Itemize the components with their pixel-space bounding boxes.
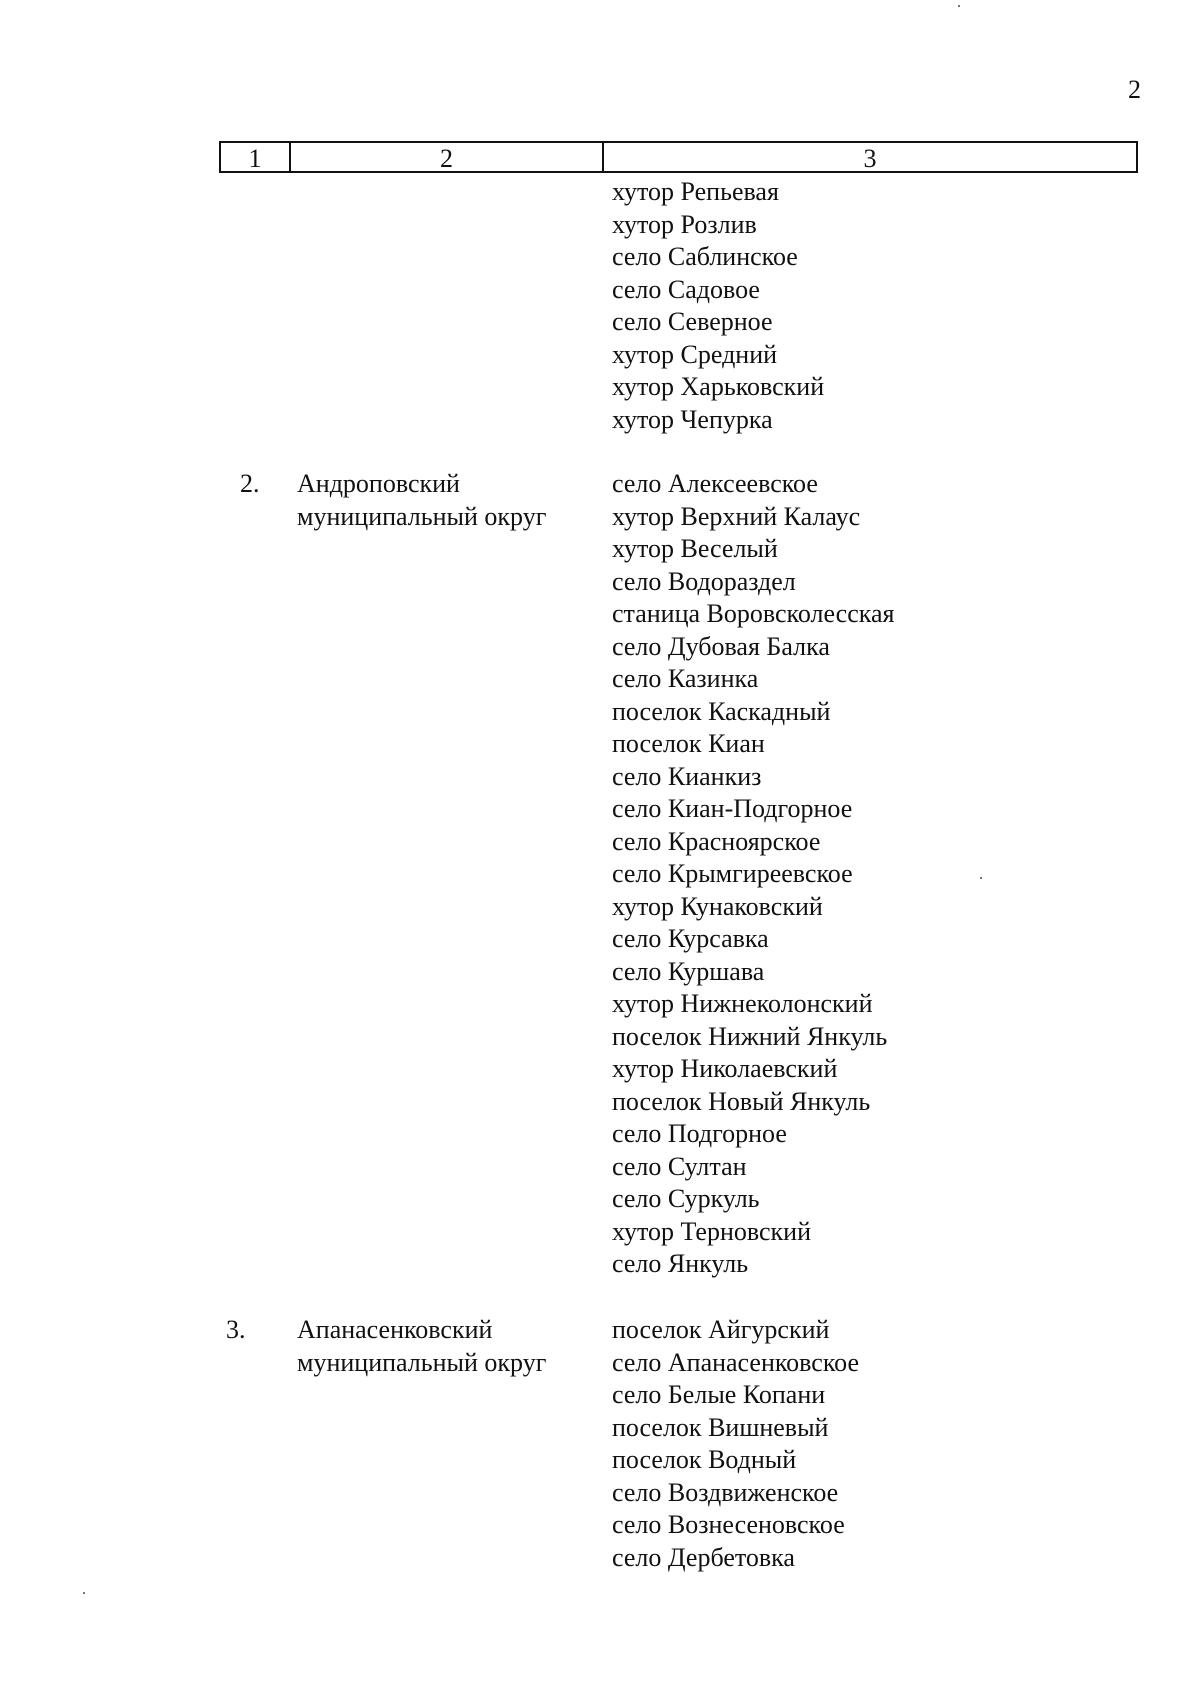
district-name-line: муниципальный округ xyxy=(297,1347,547,1377)
header-cell-1: 1 xyxy=(221,143,291,171)
settlement-item: село Курсавка xyxy=(612,924,769,953)
settlement-item: поселок Вишневый xyxy=(612,1412,829,1442)
table-header-row xyxy=(219,141,1138,173)
settlement-item: село Дубовая Балка xyxy=(612,631,830,661)
header-cell-2: 2 xyxy=(291,143,604,171)
settlement-item: поселок Новый Янкуль xyxy=(612,1086,871,1116)
settlement-item: поселок Киан xyxy=(612,729,765,758)
settlement-item: хутор Нижнеколонский xyxy=(612,989,873,1018)
scan-speck xyxy=(958,5,960,7)
settlement-item: село Дербетовка xyxy=(612,1542,795,1572)
settlement-item: село Кианкиз xyxy=(612,761,762,791)
settlement-item: село Саблинское xyxy=(612,242,798,271)
settlement-item: село Воздвиженское xyxy=(612,1477,839,1507)
settlement-item: хутор Верхний Калаус xyxy=(612,501,861,531)
settlement-item: хутор Кунаковский xyxy=(612,891,823,921)
settlement-item: станица Воровсколесская xyxy=(612,599,895,628)
scan-speck xyxy=(980,877,982,879)
district-name-line: Андроповский xyxy=(297,469,460,498)
settlement-item: хутор Чепурка xyxy=(612,404,773,434)
settlement-item: хутор Терновский xyxy=(612,1216,811,1246)
settlement-item: село Вознесеновское xyxy=(612,1510,845,1539)
settlement-item: село Суркуль xyxy=(612,1184,760,1213)
settlement-list xyxy=(612,1314,859,1574)
settlement-item: село Северное xyxy=(612,307,773,336)
settlement-item: село Крымгиреевское xyxy=(612,859,853,888)
settlement-item: село Киан-Подгорное xyxy=(612,794,853,823)
entry-number: 3. xyxy=(226,1315,246,1344)
settlement-item: хутор Николаевский xyxy=(612,1054,838,1083)
settlement-item: село Казинка xyxy=(612,664,759,693)
continuation-settlement-list xyxy=(612,176,824,436)
settlement-item: село Белые Копани xyxy=(612,1380,826,1409)
settlement-item: село Куршава xyxy=(612,956,765,986)
district-name xyxy=(297,468,546,533)
settlement-item: село Алексеевское xyxy=(612,469,818,498)
settlement-item: поселок Айгурский xyxy=(612,1315,830,1344)
settlement-item: село Водораздел xyxy=(612,566,796,596)
settlement-item: хутор Веселый xyxy=(612,534,778,563)
settlement-item: село Красноярское xyxy=(612,826,821,856)
settlement-item: село Апанасенковское xyxy=(612,1347,860,1377)
settlement-item: село Садовое xyxy=(612,274,760,304)
settlement-item: хутор Розлив xyxy=(612,209,757,239)
settlement-item: поселок Каскадный xyxy=(612,696,831,726)
settlement-item: хутор Средний xyxy=(612,339,778,369)
district-name xyxy=(297,1314,546,1379)
settlement-item: село Султан xyxy=(612,1151,747,1181)
settlement-item: село Подгорное xyxy=(612,1119,787,1148)
header-cell-3: 3 xyxy=(863,144,877,173)
settlement-item: поселок Нижний Янкуль xyxy=(612,1021,888,1051)
settlement-list xyxy=(612,468,895,1281)
scan-speck xyxy=(83,1592,85,1594)
district-name-line: Апанасенковский xyxy=(297,1315,493,1344)
settlement-item: хутор Репьевая xyxy=(612,177,779,206)
settlement-item: хутор Харьковский xyxy=(612,372,825,401)
district-name-line: муниципальный округ xyxy=(297,501,547,531)
settlement-item: село Янкуль xyxy=(612,1249,749,1278)
settlement-item: поселок Водный xyxy=(612,1445,797,1474)
page-number: 2 xyxy=(1128,75,1141,104)
entry-number: 2. xyxy=(240,469,260,498)
